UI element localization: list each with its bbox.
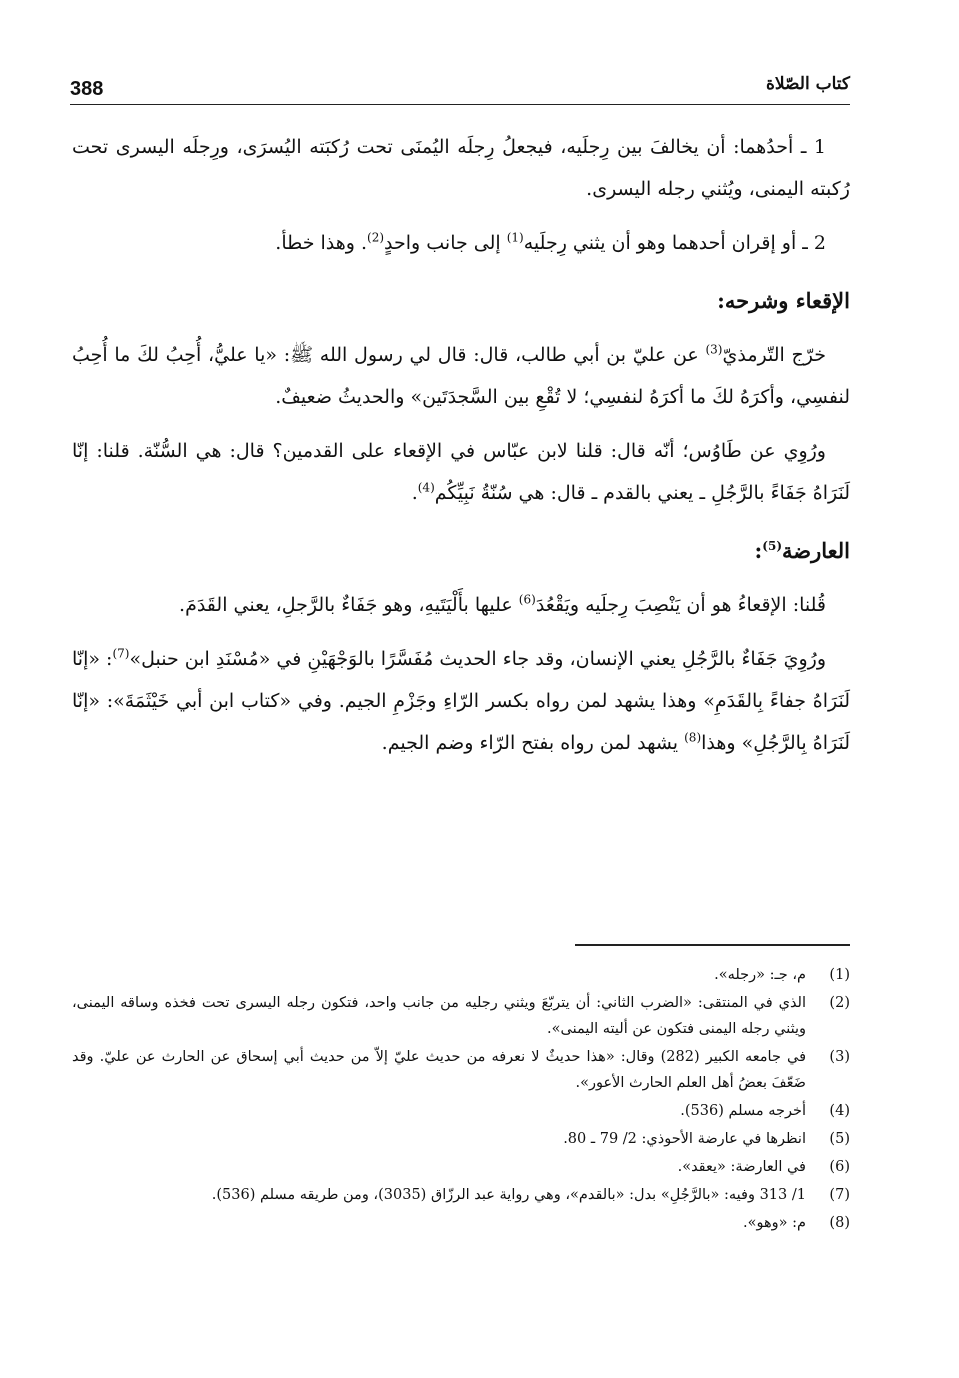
para4-text-b: : «إنّا لَنَرَاهُ جفاءً بِالقَدَمِ» وهذا يشهد لمن رواه بكسر الرّاءِ وجَزْمِ الجيم. وفي «كتاب ابن أبي خَيْثَمَةَ»: «إنّا لَنَرَاهُ بِالرَّجُلِ» وهذا <box>72 648 850 754</box>
item2-text-a: 2 ـ أو إقران أحدهما وهو أن يثني رِجلَيه <box>523 232 826 254</box>
footnote-ref-6: (6) <box>518 592 536 607</box>
section-heading-aridah <box>72 532 850 570</box>
heading2-text: العارضة <box>782 538 850 563</box>
para4-text-a: ورُوِيَ جَفَاءٌ بالرَّجُلِ يعني الإنسان، وقد جاء الحديث مُفَسَّرًا بالوَجْهَيْنِ في «مُسْنَدِ ابن حنبل» <box>129 648 826 670</box>
footnote-ref-4: (4) <box>417 480 435 495</box>
footnote-text: أخرجه مسلم (536). <box>680 1103 806 1119</box>
footnote-text: م: «وهو». <box>743 1215 806 1231</box>
footnote-number: (1) <box>829 967 850 983</box>
footnote-ref-3: (3) <box>705 342 723 357</box>
footnote-5 <box>72 1126 850 1152</box>
footnote-text: 1/ 313 وفيه: «بالرَّجُلِ» بدل: «بالقدم»، وهي رواية عبد الرزّاق (3035)، ومن طريقه مسلم (536). <box>211 1187 806 1203</box>
footnote-text: في العارضة: «يعقد». <box>677 1159 806 1175</box>
para3-text-a: قُلنا: الإقعاءُ هو أن يَنْصِبَ رِجلَيه ويَقْعُدَ <box>535 594 826 616</box>
para1-text-a: خرّج التّرمذيّ <box>722 344 826 366</box>
page-header <box>70 70 850 105</box>
footnote-number: (6) <box>829 1159 850 1175</box>
paragraph-tirmidhi <box>72 334 850 418</box>
paragraph-ruwiya <box>72 638 850 764</box>
page-number: 388 <box>70 78 104 100</box>
running-title: كتاب الصّلاة <box>765 74 850 94</box>
footnote-1 <box>72 962 850 988</box>
footnote-text: م، جـ: «رجله». <box>714 967 806 983</box>
footnote-ref-5: (5) <box>762 539 782 553</box>
item2-text-c: . وهذا خطأ. <box>275 232 368 254</box>
item2-text-b: إلى جانب واحدٍ <box>384 232 507 254</box>
list-item-1: 1 ـ أحدُهما: أن يخالفَ بين رِجلَيه، فيجعلُ رِجلَه اليُمنَى تحت رُكبَته اليُسرَى، ورِجلَه اليسرى تحت رُكبته اليمنى، ويُثني رجله اليسرى. <box>72 136 850 200</box>
footnote-number: (5) <box>829 1131 850 1147</box>
footnotes <box>72 962 850 1238</box>
footnote-ref-2: (2) <box>367 230 385 245</box>
list-item-2 <box>72 222 850 264</box>
footnote-ref-7: (7) <box>112 646 130 661</box>
footnote-text: الذي في المنتقى: «الضرب الثاني: أن يتربّعَ ويثني رجليه من جانب واحد، فتكون رجله اليسرى تحت فخذه وساقه اليمنى، ويثني رجله اليمنى فتكون عن أليته اليمنى». <box>72 995 806 1037</box>
footnote-number: (3) <box>829 1049 850 1065</box>
para3-text-b: عليها بأَلْيَتَيهِ، وهو جَفَاءٌ بالرَّجلِ، يعني القَدَمَ. <box>179 594 519 616</box>
footnote-3 <box>72 1044 850 1096</box>
footnote-ref-8: (8) <box>684 730 702 745</box>
footnote-2 <box>72 990 850 1042</box>
main-text <box>72 126 850 776</box>
footnote-8 <box>72 1210 850 1236</box>
heading2-colon: : <box>754 538 763 563</box>
footnote-number: (4) <box>829 1103 850 1119</box>
para1-text-b: عن عليّ بن أبي طالب، قال: قال لي رسول الله ﷺ: «يا عليُّ، أُحِبُ لكَ ما أُحِبُ لنفسِي، وأكرَهُ لكَ ما أكرَهُ لنفسِي؛ لا تُقْعِ بين السَّجدَتَين» والحديثُ ضعيفٌ. <box>72 344 850 408</box>
footnote-6 <box>72 1154 850 1180</box>
footnote-ref-1: (1) <box>506 230 524 245</box>
footnote-number: (2) <box>829 995 850 1011</box>
footnote-text: انظرها في عارضة الأحوذي: 2/ 79 ـ 80. <box>563 1131 806 1147</box>
footnote-4 <box>72 1098 850 1124</box>
paragraph-qulna <box>72 584 850 626</box>
footnote-number: (8) <box>829 1215 850 1231</box>
section-heading-iqaa: الإقعاء وشرحه: <box>717 288 850 313</box>
footnote-number: (7) <box>829 1187 850 1203</box>
footnote-7 <box>72 1182 850 1208</box>
footnote-text: في جامعه الكبير (282) وقال: «هذا حديثٌ لا نعرفه من حديث عليّ إلاّ من حديث أبي إسحاق عن الحارث عن عليّ. وقد ضَعّفَ بعضُ أهل العلم الحارث الأعور». <box>72 1049 806 1091</box>
footnote-separator <box>575 944 850 946</box>
para2-text-a: ورُوِي عن طَاوُس؛ أنّه قال: قلنا لابن عبّاس في الإقعاء على القدمين؟ قال: هي السُّنّة. قلنا: إنّا لَنَرَاهُ جَفَاءً بالرَّجُلِ ـ يعني بالقدم ـ قال: هي سُنّةُ نَبِيِّكُم <box>72 440 850 504</box>
paragraph-tawus: ورُوِي عن طَاوُس؛ أنّه قال: قلنا لابن عبّاس في الإقعاء على القدمين؟ قال: هي السُّنّة. قلنا: إنّا لَنَرَاهُ جَفَاءً بالرَّجُلِ ـ يعني بالقدم ـ قال: هي سُنّةُ نَبِيِّكُم$^{(4)}$. <box>72 440 850 504</box>
para4-text-c: يشهد لمن رواه بفتح الرّاء وضم الجيم. <box>381 732 685 754</box>
